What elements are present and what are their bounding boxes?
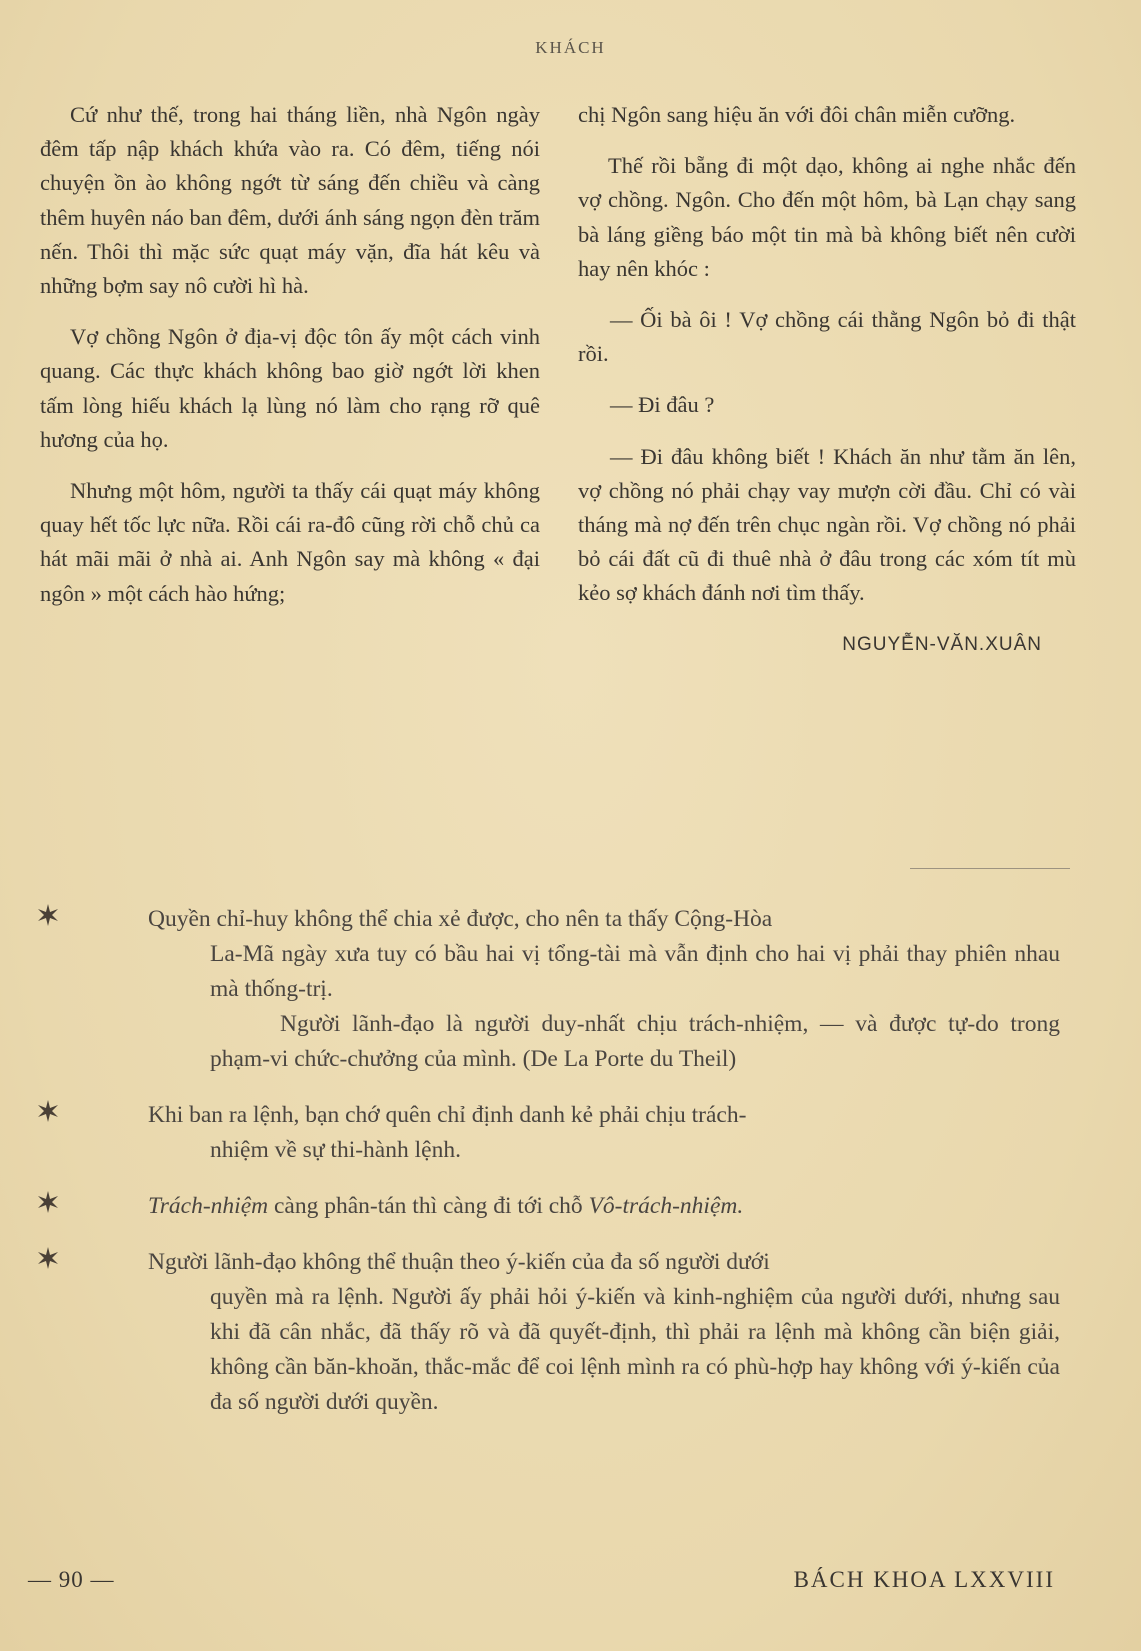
italic-term: Vô-trách-nhiệm.	[588, 1193, 744, 1219]
star-bullet-icon	[36, 1246, 60, 1270]
italic-term: Trách-nhiệm	[148, 1193, 269, 1219]
page-number: — 90 —	[28, 1567, 115, 1592]
paragraph: Thế rồi bẵng đi một dạo, không ai nghe nhắc đến vợ chồng. Ngôn. Cho đến một hôm, bà Lạn chạy sang bà láng giềng báo một tin mà bà không biết nên cười hay nên khóc :	[578, 153, 1076, 281]
quote-subparagraph: Người lãnh-đạo là người duy-nhất chịu trách-nhiệm, — và được tự-do trong phạm-vi chức-chưởng của mình. (De La Porte du Theil)	[210, 1011, 1060, 1072]
paragraph: Cứ như thế, trong hai tháng liền, nhà Ngôn ngày đêm tấp nập khách khứa vào ra. Có đêm, tiếng nói chuyện ồn ào không ngớt từ sáng đến chiều và càng thêm huyên náo ban đêm, dưới ánh sáng ngọn đèn trăm nến. Thôi thì mặc sức quạt máy vặn, đĩa hát kêu và những bợm say nô cười hì hà.	[40, 102, 540, 299]
star-bullet-icon	[36, 903, 60, 927]
quote-text: càng phân-tán thì càng đi tới chỗ	[268, 1193, 589, 1219]
paragraph: Vợ chồng Ngôn ở địa-vị độc tôn ấy một cách vinh quang. Các thực khách không bao giờ ngớt lời khen tấm lòng hiếu khách lạ lùng nó làm cho rạng rỡ quê hương của họ.	[40, 324, 540, 452]
dialogue-line: — Đi đâu ?	[610, 392, 715, 418]
quote-body: La-Mã ngày xưa tuy có bầu hai vị tổng-tài mà vẫn định cho hai vị phải thay phiên nhau mà thống-trị.	[210, 941, 1060, 1002]
left-column	[40, 98, 540, 628]
running-head: KHÁCH	[535, 38, 606, 57]
quote-first-line	[148, 1189, 1060, 1224]
quotes-section	[30, 902, 1060, 1441]
section-divider	[910, 868, 1070, 869]
quote-first-line: Khi ban ra lệnh, bạn chớ quên chỉ định danh kẻ phải chịu trách-	[148, 1102, 747, 1128]
dialogue-line: — Đi đâu không biết ! Khách ăn như tằm ăn lên, vợ chồng nó phải chạy vay mượn cời đầu. Chỉ có vài tháng mà nợ đến trên chục ngàn rồi. Vợ chồng nó phải bỏ cái đất cũ đi thuê nhà ở đâu trong các xóm tít mù kẻo sợ khách đánh nơi tìm thấy.	[578, 443, 1076, 606]
quote-item	[30, 1189, 1060, 1224]
paragraph: Nhưng một hôm, người ta thấy cái quạt máy không quay hết tốc lực nữa. Rồi cái ra-đô cũng rời chỗ chủ ca hát mãi mãi ở nhà ai. Anh Ngôn say mà không « đại ngôn » một cách hào hứng;	[40, 478, 540, 606]
star-bullet-icon	[36, 1099, 60, 1123]
paragraph-continuation: chị Ngôn sang hiệu ăn với đôi chân miễn cưỡng.	[578, 102, 1016, 127]
right-column	[578, 98, 1076, 662]
author-signature: NGUYỄN-VĂN.XUÂN	[842, 633, 1042, 655]
star-bullet-icon	[36, 1190, 60, 1214]
quote-item	[30, 1245, 1060, 1420]
quote-body: quyền mà ra lệnh. Người ấy phải hỏi ý-kiến và kinh-nghiệm của người dưới, nhưng sau khi đã cân nhắc, đã thấy rõ và đã quyết-định, thì phải ra lệnh mà không cần biện giải, không cần băn-khoăn, thắc-mắc để coi lệnh mình ra có phù-hợp hay không với ý-kiến của đa số người dưới quyền.	[210, 1284, 1060, 1415]
quote-first-line: Người lãnh-đạo không thể thuận theo ý-kiến của đa số người dưới	[148, 1249, 770, 1275]
quote-first-line: Quyền chỉ-huy không thể chia xẻ được, cho nên ta thấy Cộng-Hòa	[148, 906, 773, 932]
publication-title: BÁCH KHOA LXXVIII	[793, 1567, 1055, 1592]
quote-item	[30, 1098, 1060, 1168]
quote-body: nhiệm về sự thi-hành lệnh.	[210, 1137, 461, 1163]
quote-item	[30, 902, 1060, 1077]
dialogue-line: — Ối bà ôi ! Vợ chồng cái thằng Ngôn bỏ đi thật rồi.	[578, 307, 1076, 367]
